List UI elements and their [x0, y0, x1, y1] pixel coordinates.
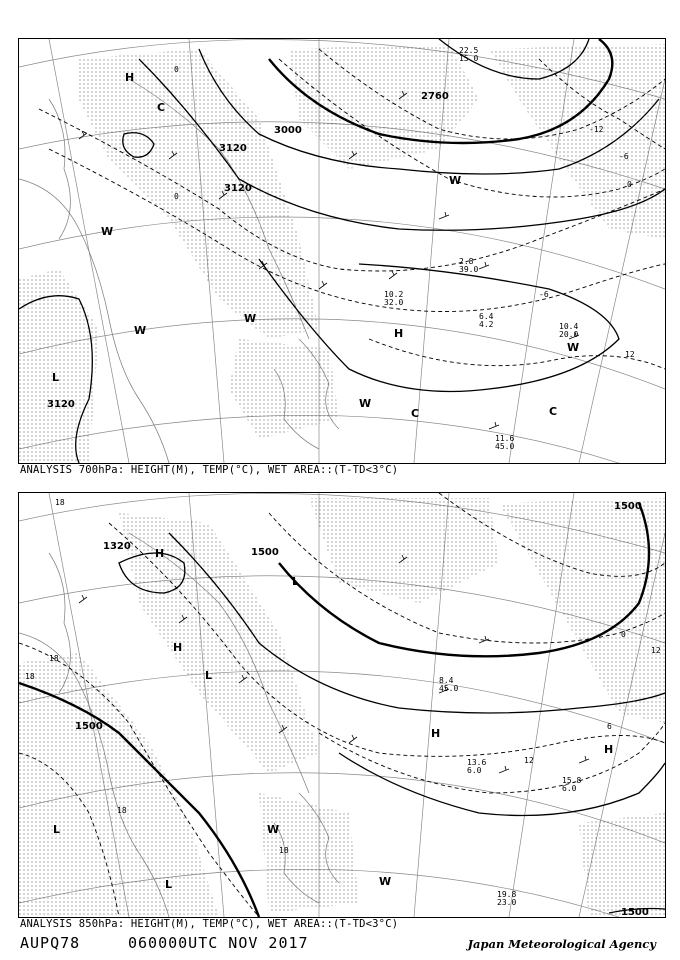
station-temp: 2.8 [459, 257, 474, 266]
height-label: 1320 [103, 541, 131, 552]
cold-center: C [411, 407, 420, 420]
valid-time: 060000UTC NOV 2017 [128, 934, 309, 952]
temp-label: 0 [174, 192, 179, 201]
station-values [439, 676, 581, 907]
high-center: H [604, 743, 614, 756]
temp-label: 18 [55, 498, 65, 507]
low-center: L [52, 371, 60, 384]
low-center: L [205, 669, 213, 682]
temp-label: 12 [625, 350, 635, 359]
temp-label: 18 [279, 846, 289, 855]
analysis-850hpa-map [18, 492, 666, 918]
station-dewpoint: 6.0 [562, 784, 577, 793]
warm-center: W [379, 875, 392, 888]
temp-label: 18 [117, 806, 127, 815]
station-dewpoint: 4.2 [479, 320, 494, 329]
low-center: L [165, 878, 173, 891]
station-dewpoint: 23.0 [497, 898, 517, 907]
low-center: L [292, 575, 300, 588]
height-label: 3120 [219, 143, 247, 154]
station-dewpoint: 6.0 [467, 766, 482, 775]
temp-label: 0 [621, 630, 626, 639]
height-label: 1500 [75, 721, 103, 732]
height-label: 2760 [421, 91, 449, 102]
station-dewpoint: 45.0 [495, 442, 515, 451]
wet-areas [19, 44, 665, 463]
analysis-700hpa-map [18, 38, 666, 464]
station-temp: 22.5 [459, 46, 479, 55]
wet-areas [19, 498, 665, 917]
station-dewpoint: 32.0 [384, 298, 404, 307]
caption-700hpa: ANALYSIS 700hPa: HEIGHT(M), TEMP(°C), WET AREA::(T-TD<3°C) [20, 464, 399, 476]
height-label: 3000 [274, 125, 302, 136]
cold-center: C [549, 405, 558, 418]
high-center: H [431, 727, 441, 740]
high-center: H [394, 327, 404, 340]
warm-center: W [359, 397, 372, 410]
temp-label: 0 [174, 65, 179, 74]
station-dewpoint: 45.0 [439, 684, 459, 693]
station-temp: 10.4 [559, 322, 579, 331]
temp-label: 12 [651, 646, 661, 655]
station-temp: 8.4 [439, 676, 454, 685]
height-label: 1500 [614, 501, 642, 512]
station-temp: 15.8 [562, 776, 582, 785]
temp-label: 12 [524, 756, 534, 765]
height-label: 1500 [621, 907, 649, 917]
temp-label: -6 [539, 290, 549, 299]
temp-label: -12 [589, 125, 604, 134]
station-temp: 13.6 [467, 758, 487, 767]
temp-label: 6 [607, 722, 612, 731]
low-center: L [53, 823, 61, 836]
warm-center: W [567, 341, 580, 354]
cold-center: C [157, 101, 166, 114]
height-label: 3120 [47, 399, 75, 410]
station-temp: 6.4 [479, 312, 494, 321]
high-center: H [173, 641, 183, 654]
chart-id: AUPQ78 [20, 934, 81, 952]
high-center: H [155, 547, 165, 560]
temp-label: 18 [25, 672, 35, 681]
warm-center: W [101, 225, 114, 238]
station-temp: 11.6 [495, 434, 515, 443]
temp-label: 0 [627, 180, 632, 189]
station-temp: 10.2 [384, 290, 404, 299]
station-dewpoint: 20.0 [559, 330, 579, 339]
station-dewpoint: 15.0 [459, 54, 479, 63]
temp-label: 18 [49, 654, 59, 663]
agency-name: Japan Meteorological Agency [467, 937, 656, 951]
map-700-svg [19, 39, 665, 463]
warm-center: W [244, 312, 257, 325]
height-label: 3120 [224, 183, 252, 194]
warm-center: W [267, 823, 280, 836]
caption-850hpa: ANALYSIS 850hPa: HEIGHT(M), TEMP(°C), WET AREA::(T-TD<3°C) [20, 918, 399, 930]
temp-label: -6 [619, 152, 629, 161]
warm-center: W [449, 174, 462, 187]
warm-center: W [134, 324, 147, 337]
station-temp: 19.8 [497, 890, 517, 899]
height-label: 1500 [251, 547, 279, 558]
station-dewpoint: 39.0 [459, 265, 479, 274]
high-center: H [125, 71, 135, 84]
map-850-svg [19, 493, 665, 917]
